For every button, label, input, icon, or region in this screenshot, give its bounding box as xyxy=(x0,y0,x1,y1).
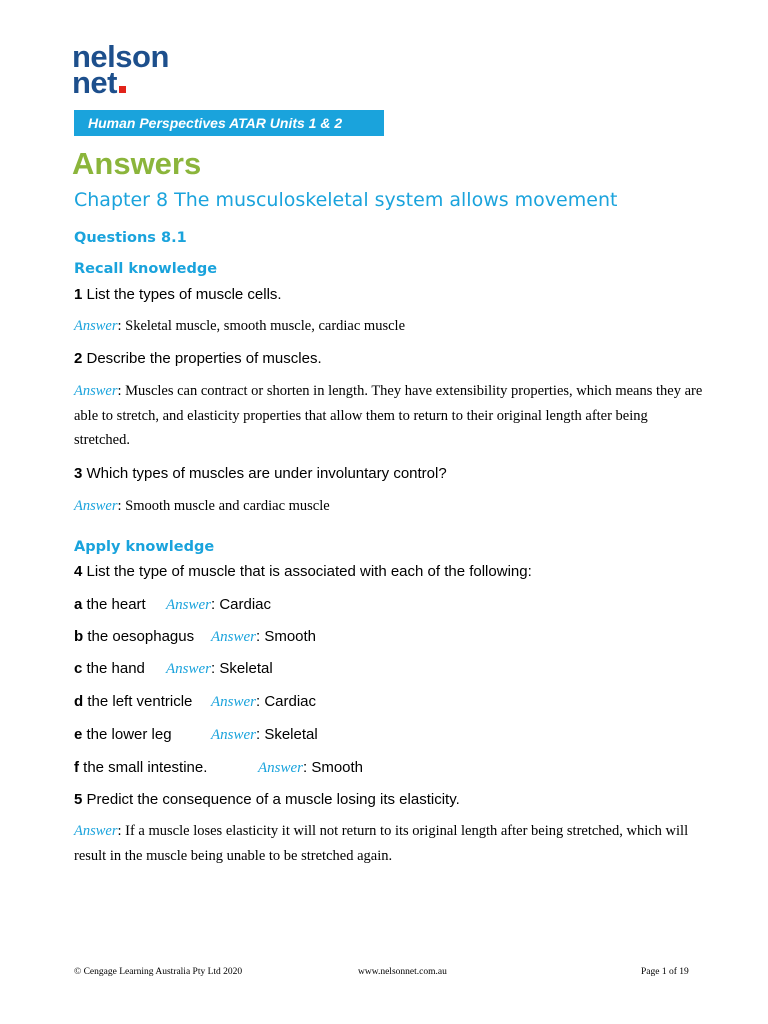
answer-4c xyxy=(166,659,273,679)
footer-page-number: Page 1 of 19 xyxy=(641,967,689,977)
answer-label: Answer xyxy=(74,318,118,334)
item-text: the oesophagus xyxy=(83,628,195,645)
question-4 xyxy=(74,562,532,582)
recall-knowledge-heading: Recall knowledge xyxy=(74,261,218,277)
item-text: the hand xyxy=(82,660,145,677)
question-text: Predict the consequence of a muscle losing its elasticity. xyxy=(82,791,460,808)
answer-label: Answer xyxy=(211,694,256,710)
question-number: 1 xyxy=(74,286,83,303)
answer-label: Answer xyxy=(74,498,118,514)
answer-text: : Smooth muscle and cardiac muscle xyxy=(117,498,330,514)
answer-text: : Cardiac xyxy=(256,693,317,710)
answer-text: : Smooth xyxy=(303,759,364,776)
questions-heading: Questions 8.1 xyxy=(74,230,187,246)
question-5 xyxy=(74,790,460,810)
answer-text: : Skeletal muscle, smooth muscle, cardiac muscle xyxy=(117,318,406,334)
question-text: Which types of muscles are under involuntary control? xyxy=(82,465,447,482)
logo-red-dot xyxy=(119,86,126,93)
item-letter: c xyxy=(74,660,83,677)
answer-label: Answer xyxy=(258,760,303,776)
answer-4b xyxy=(211,627,316,647)
answer-text: : If a muscle loses elasticity it will not return to its original length after being stretched, which will result in the muscle being unable to be stretched again. xyxy=(74,823,689,864)
answer-4e xyxy=(211,725,318,745)
answer-text: : Skeletal xyxy=(256,726,318,743)
item-text: the small intestine. xyxy=(79,759,208,776)
footer-website: www.nelsonnet.com.au xyxy=(358,967,447,977)
question-1 xyxy=(74,285,282,305)
answer-text: : Cardiac xyxy=(211,596,272,613)
answer-4f xyxy=(258,758,363,778)
chapter-title: Chapter 8 The musculoskeletal system allows movement xyxy=(74,189,618,211)
answer-label: Answer xyxy=(211,727,256,743)
page-title: Answers xyxy=(72,146,202,181)
apply-knowledge-heading: Apply knowledge xyxy=(74,539,215,555)
answer-label: Answer xyxy=(74,823,118,839)
item-letter: a xyxy=(74,596,83,613)
question-text: Describe the properties of muscles. xyxy=(82,350,322,367)
answer-label: Answer xyxy=(74,383,118,399)
item-text: the lower leg xyxy=(82,726,172,743)
question-text: List the type of muscle that is associated with each of the following: xyxy=(82,563,532,580)
item-text: the left ventricle xyxy=(83,693,193,710)
item-letter: f xyxy=(74,759,79,776)
answer-text: : Smooth xyxy=(256,628,317,645)
question-2 xyxy=(74,349,322,369)
question-4a xyxy=(74,595,146,615)
answer-label: Answer xyxy=(166,597,211,613)
footer-copyright: © Cengage Learning Australia Pty Ltd 2020 xyxy=(74,967,243,977)
question-4d xyxy=(74,692,192,712)
item-letter: d xyxy=(74,693,84,710)
question-4b xyxy=(74,627,194,647)
question-number: 4 xyxy=(74,563,83,580)
answer-2 xyxy=(74,379,704,453)
question-4c xyxy=(74,659,145,679)
question-3 xyxy=(74,464,447,484)
logo-line-2: net xyxy=(72,65,117,100)
question-4e xyxy=(74,725,172,745)
answer-5 xyxy=(74,819,704,868)
question-text: List the types of muscle cells. xyxy=(82,286,282,303)
item-text: the heart xyxy=(82,596,146,613)
question-number: 5 xyxy=(74,791,83,808)
answer-text: : Muscles can contract or shorten in length. They have extensibility properties, which means they are able to stretch, and elasticity properties that allow them to return to their original length after being stretched. xyxy=(74,383,703,448)
nelsonnet-logo xyxy=(72,39,169,100)
item-letter: e xyxy=(74,726,83,743)
course-banner: Human Perspectives ATAR Units 1 & 2 xyxy=(74,110,384,136)
answer-3 xyxy=(74,494,704,519)
answer-4a xyxy=(166,595,271,615)
answer-text: : Skeletal xyxy=(211,660,273,677)
answer-1 xyxy=(74,314,704,339)
answer-label: Answer xyxy=(211,629,256,645)
answer-label: Answer xyxy=(166,661,211,677)
answer-4d xyxy=(211,692,316,712)
question-number: 3 xyxy=(74,465,83,482)
question-4f xyxy=(74,758,207,778)
question-number: 2 xyxy=(74,350,83,367)
logo-line-1: nelson xyxy=(72,39,169,74)
item-letter: b xyxy=(74,628,84,645)
